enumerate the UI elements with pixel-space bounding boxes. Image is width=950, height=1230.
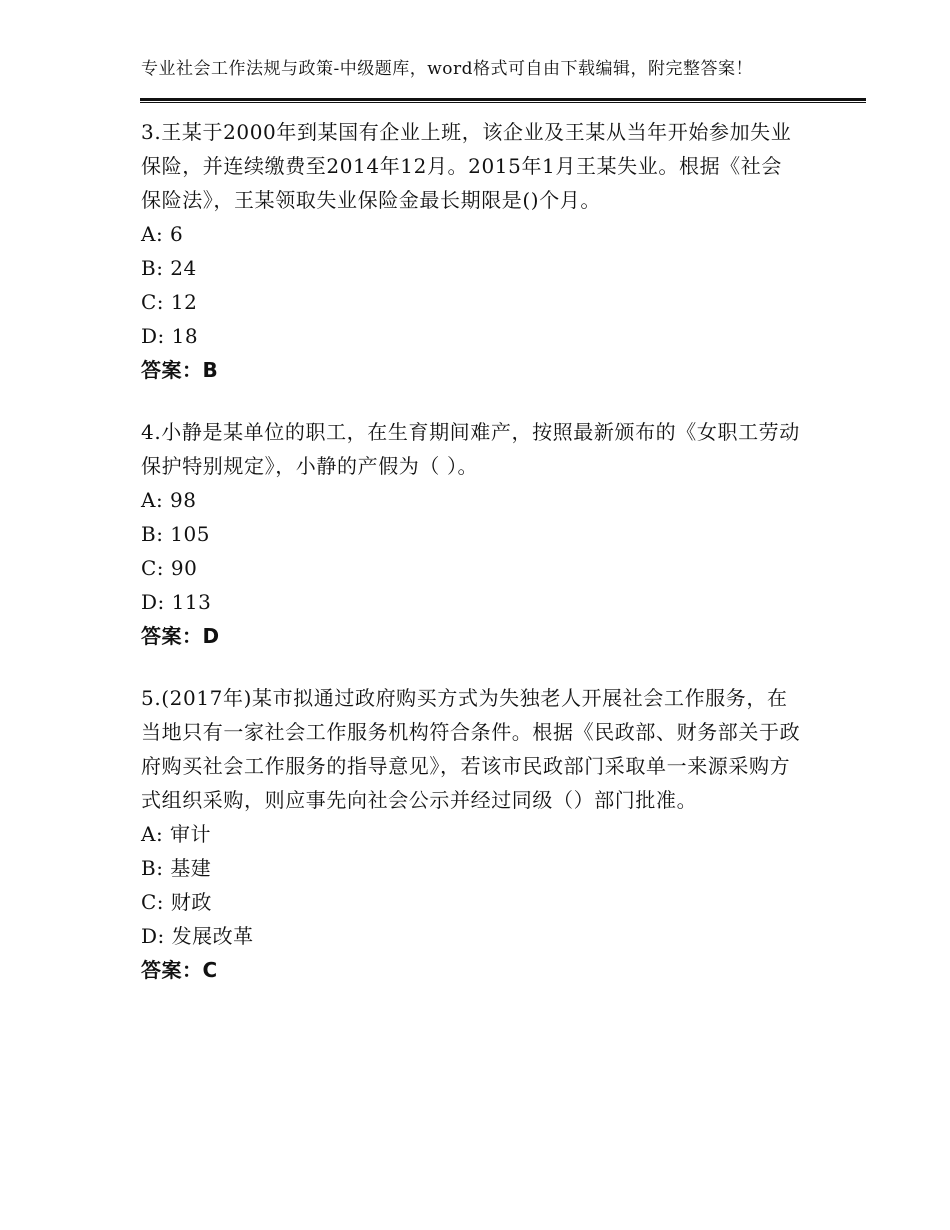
option-d: D: 113	[141, 590, 212, 614]
question-5	[141, 681, 821, 987]
answer-label: 答案：B	[141, 358, 219, 382]
question-list	[141, 115, 821, 1015]
option-d: D: 18	[141, 324, 199, 348]
option-a: A: 98	[141, 488, 197, 512]
question-stem: 3.王某于2000年到某国有企业上班，该企业及王某从当年开始参加失业保险，并连续缴费至2014年12月。2015年1月王某失业。根据《社会保险法》，王某领取失业保险金最长期限是()个月。	[141, 120, 792, 212]
option-b: B: 24	[141, 256, 197, 280]
option-a: A: 6	[141, 222, 184, 246]
answer-label: 答案：C	[141, 958, 218, 982]
question-stem: 4.小静是某单位的职工，在生育期间难产，按照最新颁布的《女职工劳动保护特别规定》，小静的产假为（ ）。	[141, 420, 800, 478]
option-c: C: 90	[141, 556, 198, 580]
option-b: B: 基建	[141, 856, 212, 880]
option-a: A: 审计	[141, 822, 212, 846]
option-c: C: 12	[141, 290, 198, 314]
option-c: C: 财政	[141, 890, 212, 914]
option-d: D: 发展改革	[141, 924, 254, 948]
header-rule-thin	[140, 102, 866, 103]
answer-label: 答案：D	[141, 624, 220, 648]
header-rule-thick	[140, 98, 866, 101]
page-header: 专业社会工作法规与政策-中级题库，word格式可自由下载编辑，附完整答案！	[141, 59, 754, 79]
question-4	[141, 415, 821, 653]
option-b: B: 105	[141, 522, 210, 546]
question-3	[141, 115, 821, 387]
question-stem: 5.(2017年)某市拟通过政府购买方式为失独老人开展社会工作服务，在当地只有一家社会工作服务机构符合条件。根据《民政部、财务部关于政府购买社会工作服务的指导意见》，若该市民政部门采取单一来源采购方式组织采购，则应事先向社会公示并经过同级（）部门批准。	[141, 686, 801, 812]
